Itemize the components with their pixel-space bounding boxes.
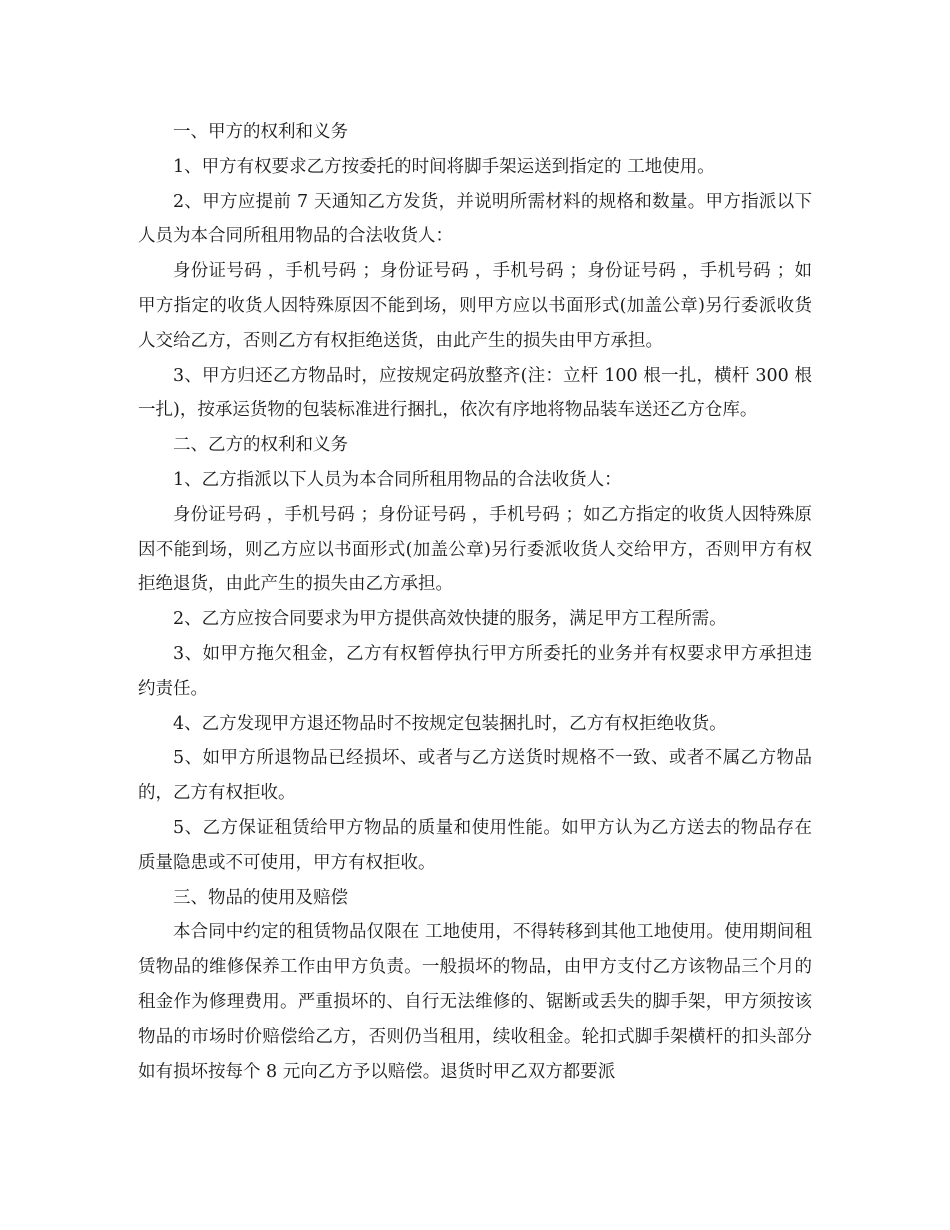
section-heading-party-b: 二、乙方的权利和义务 [173, 435, 348, 456]
paragraph-b5: 5、如甲方所退物品已经损坏、或者与乙方送货时规格不一致、或者不属乙方物品的，乙方有权拒收。 [138, 748, 812, 804]
paragraph-a1: 1、甲方有权要求乙方按委托的时间将脚手架运送到指定的 工地使用。 [173, 156, 715, 177]
paragraph-usage: 本合同中约定的租赁物品仅限在 工地使用，不得转移到其他工地使用。使用期间租赁物品的维修保养工作由甲方负责。一般损坏的物品，由甲方支付乙方该物品三个月的租金作为修理费用。严重损坏的、自行无法维修的、锯断或丢失的脚手架，甲方须按该物品的市场时价赔偿给乙方，否则仍当租用，续收租金。轮扣式脚手架横杆的扣头部分如有损坏按每个 8 元向乙方予以赔偿。退货时甲乙双方都要派 [138, 922, 812, 1082]
paragraph-b4: 4、乙方发现甲方退还物品时不按规定包装捆扎时，乙方有权拒绝收货。 [173, 713, 727, 734]
paragraph-a2: 2、甲方应提前 7 天通知乙方发货，并说明所需材料的规格和数量。甲方指派以下人员为本合同所租用物品的合法收货人： [138, 191, 812, 247]
paragraph-b3: 3、如甲方拖欠租金，乙方有权暂停执行甲方所委托的业务并有权要求甲方承担违约责任。 [138, 643, 812, 699]
paragraph-b5-quality: 5、乙方保证租赁给甲方物品的质量和使用性能。如甲方认为乙方送去的物品存在质量隐患或不可使用，甲方有权拒收。 [138, 817, 812, 873]
paragraph-b2: 2、乙方应按合同要求为甲方提供高效快捷的服务，满足甲方工程所需。 [173, 609, 727, 630]
paragraph-b1: 1、乙方指派以下人员为本合同所租用物品的合法收货人： [173, 469, 622, 490]
paragraph-a-receivers: 身份证号码 ，手机号码 ；身份证号码 ，手机号码 ；身份证号码 ，手机号码 ；如甲方指定的收货人因特殊原因不能到场，则甲方应以书面形式(加盖公章)另行委派收货人交给乙方，否则乙方有权拒绝送货，由此产生的损失由甲方承担。 [138, 261, 812, 351]
paragraph-a3: 3、甲方归还乙方物品时，应按规定码放整齐(注：立杆 100 根一扎，横杆 300 根一扎)，按承运货物的包装标准进行捆扎，依次有序地将物品装车送还乙方仓库。 [138, 365, 812, 421]
paragraph-b-receivers: 身份证号码 ，手机号码 ；身份证号码 ，手机号码 ；如乙方指定的收货人因特殊原因不能到场，则乙方应以书面形式(加盖公章)另行委派收货人交给甲方，否则甲方有权拒绝退货，由此产生的损失由乙方承担。 [138, 504, 812, 595]
section-heading-party-a: 一、甲方的权利和义务 [173, 122, 348, 142]
section-heading-usage-compensation: 三、物品的使用及赔偿 [173, 887, 348, 908]
